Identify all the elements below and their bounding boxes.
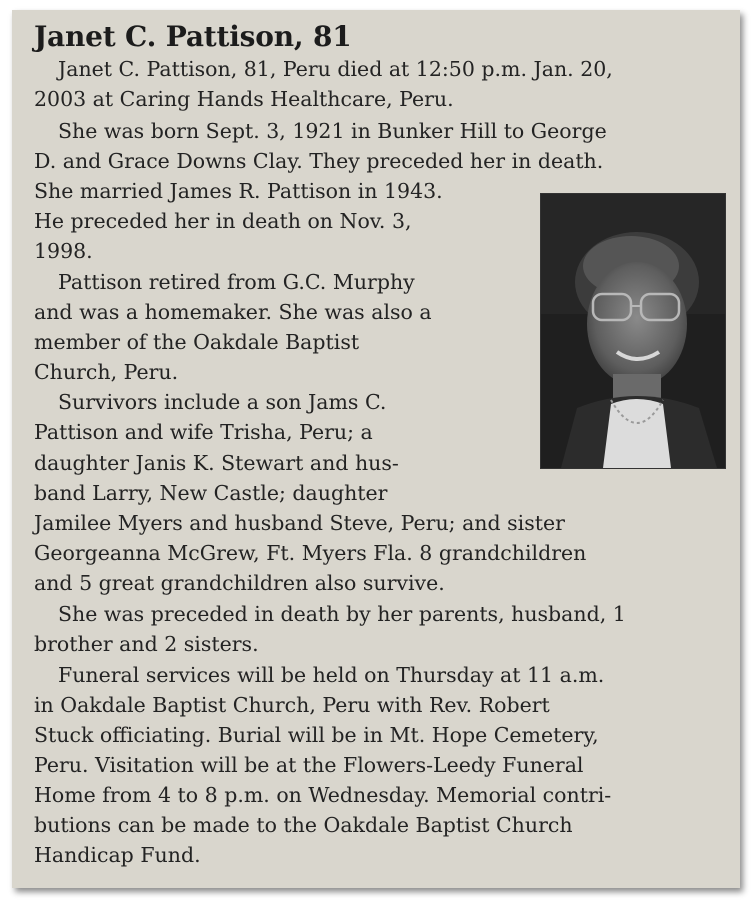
body-line-24: Peru. Visitation will be at the Flowers-Leedy Funeral: [34, 753, 584, 777]
body-line-8: Pattison retired from G.C. Murphy: [58, 270, 415, 294]
body-line-19: She was preceded in death by her parents, husband, 1: [58, 602, 626, 626]
body-line-16: Jamilee Myers and husband Steve, Peru; and sister: [34, 511, 565, 535]
body-line-26: butions can be made to the Oakdale Baptist Church: [34, 813, 573, 837]
body-line-14: daughter Janis K. Stewart and hus-: [34, 451, 399, 475]
body-line-5: She married James R. Pattison in 1943.: [34, 179, 443, 203]
body-line-9: and was a homemaker. She was also a: [34, 300, 432, 324]
portrait-photo: [540, 193, 726, 469]
body-line-21: Funeral services will be held on Thursday at 11 a.m.: [58, 663, 605, 687]
body-line-23: Stuck officiating. Burial will be in Mt. Hope Cemetery,: [34, 723, 599, 747]
body-line-12: Survivors include a son Jams C.: [58, 390, 387, 414]
body-line-27: Handicap Fund.: [34, 843, 201, 867]
body-line-13: Pattison and wife Trisha, Peru; a: [34, 420, 373, 444]
body-line-20: brother and 2 sisters.: [34, 632, 259, 656]
body-line-10: member of the Oakdale Baptist: [34, 330, 360, 354]
body-line-6: He preceded her in death on Nov. 3,: [34, 209, 412, 233]
body-line-17: Georgeanna McGrew, Ft. Myers Fla. 8 grandchildren: [34, 541, 587, 565]
body-line-22: in Oakdale Baptist Church, Peru with Rev. Robert: [34, 693, 550, 717]
body-line-2: 2003 at Caring Hands Healthcare, Peru.: [34, 87, 454, 111]
body-line-18: and 5 great grandchildren also survive.: [34, 571, 445, 595]
obituary-clipping: [12, 10, 740, 888]
body-line-25: Home from 4 to 8 p.m. on Wednesday. Memorial contri-: [34, 783, 612, 807]
body-line-4: D. and Grace Downs Clay. They preceded her in death.: [34, 149, 604, 173]
body-line-3: She was born Sept. 3, 1921 in Bunker Hill to George: [58, 119, 607, 143]
body-line-15: band Larry, New Castle; daughter: [34, 481, 388, 505]
body-line-7: 1998.: [34, 239, 93, 263]
body-line-11: Church, Peru.: [34, 360, 179, 384]
body-line-1: Janet C. Pattison, 81, Peru died at 12:50 p.m. Jan. 20,: [58, 57, 613, 81]
obituary-headline: Janet C. Pattison, 81: [34, 20, 352, 53]
